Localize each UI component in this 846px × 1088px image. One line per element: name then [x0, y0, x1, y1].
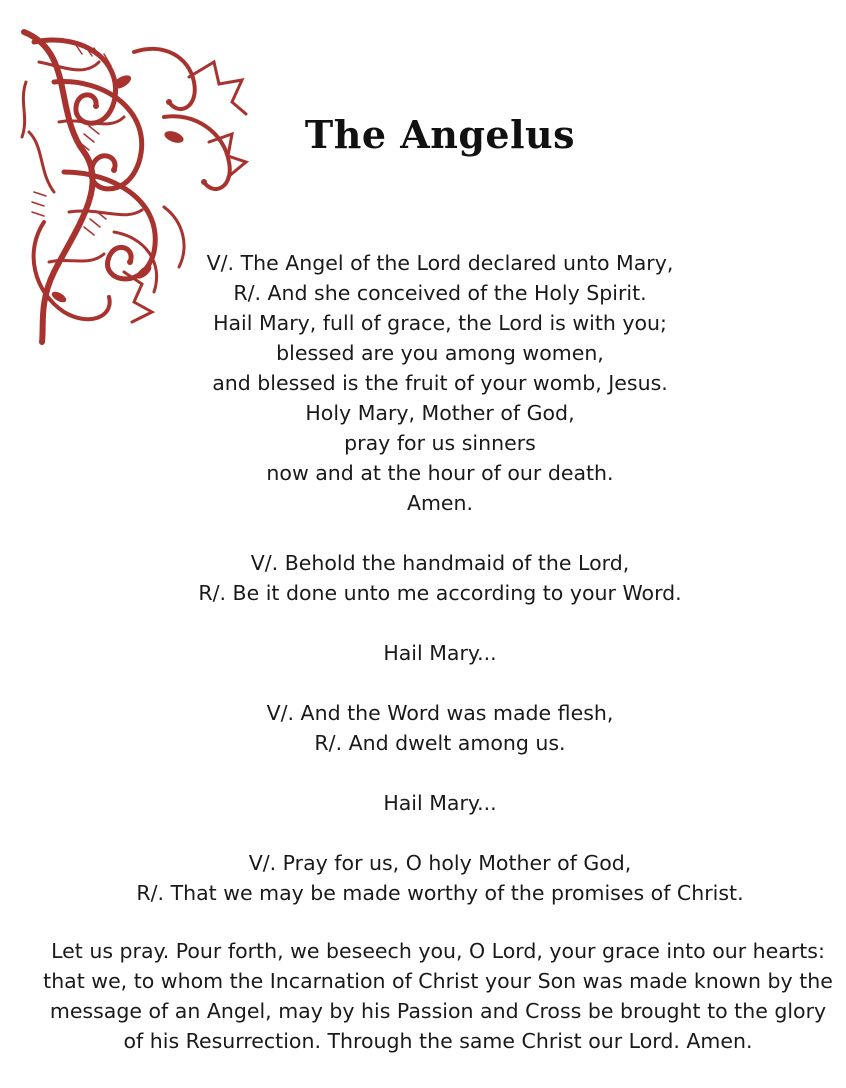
prayer-text	[40, 248, 840, 908]
prayer-line: pray for us sinners	[344, 431, 536, 455]
prayer-line: Holy Mary, Mother of God,	[305, 401, 575, 425]
prayer-line: V/. The Angel of the Lord declared unto Mary,	[206, 251, 674, 275]
closing-prayer	[28, 936, 846, 1056]
closing-line: Let us pray. Pour forth, we beseech you, O Lord, your grace into our hearts:	[51, 939, 825, 963]
prayer-line: R/. That we may be made worthy of the promises of Christ.	[136, 881, 744, 905]
closing-line: of his Resurrection. Through the same Christ our Lord. Amen.	[123, 1029, 753, 1053]
prayer-line: Hail Mary...	[383, 791, 497, 815]
prayer-line: V/. Behold the handmaid of the Lord,	[250, 551, 630, 575]
prayer-line: Hail Mary, full of grace, the Lord is with you;	[213, 311, 667, 335]
prayer-line: R/. And she conceived of the Holy Spirit.	[233, 281, 647, 305]
prayer-line: Amen.	[406, 491, 474, 515]
stanza-gap	[40, 608, 840, 638]
stanza-gap	[40, 818, 840, 848]
page-title: The Angelus	[304, 112, 576, 157]
closing-line: message of an Angel, may by his Passion and Cross be brought to the glory	[49, 999, 827, 1023]
prayer-line: V/. And the Word was made flesh,	[266, 701, 614, 725]
prayer-line: and blessed is the fruit of your womb, Jesus.	[212, 371, 668, 395]
prayer-line: blessed are you among women,	[276, 341, 604, 365]
prayer-line: R/. And dwelt among us.	[314, 731, 566, 755]
stanza-gap	[40, 668, 840, 698]
stanza-gap	[40, 518, 840, 548]
prayer-line: V/. Pray for us, O holy Mother of God,	[248, 851, 632, 875]
closing-line: that we, to whom the Incarnation of Christ your Son was made known by the	[43, 969, 833, 993]
prayer-line: now and at the hour of our death.	[266, 461, 614, 485]
prayer-line: R/. Be it done unto me according to your Word.	[198, 581, 682, 605]
stanza-gap	[40, 758, 840, 788]
prayer-line: Hail Mary...	[383, 641, 497, 665]
